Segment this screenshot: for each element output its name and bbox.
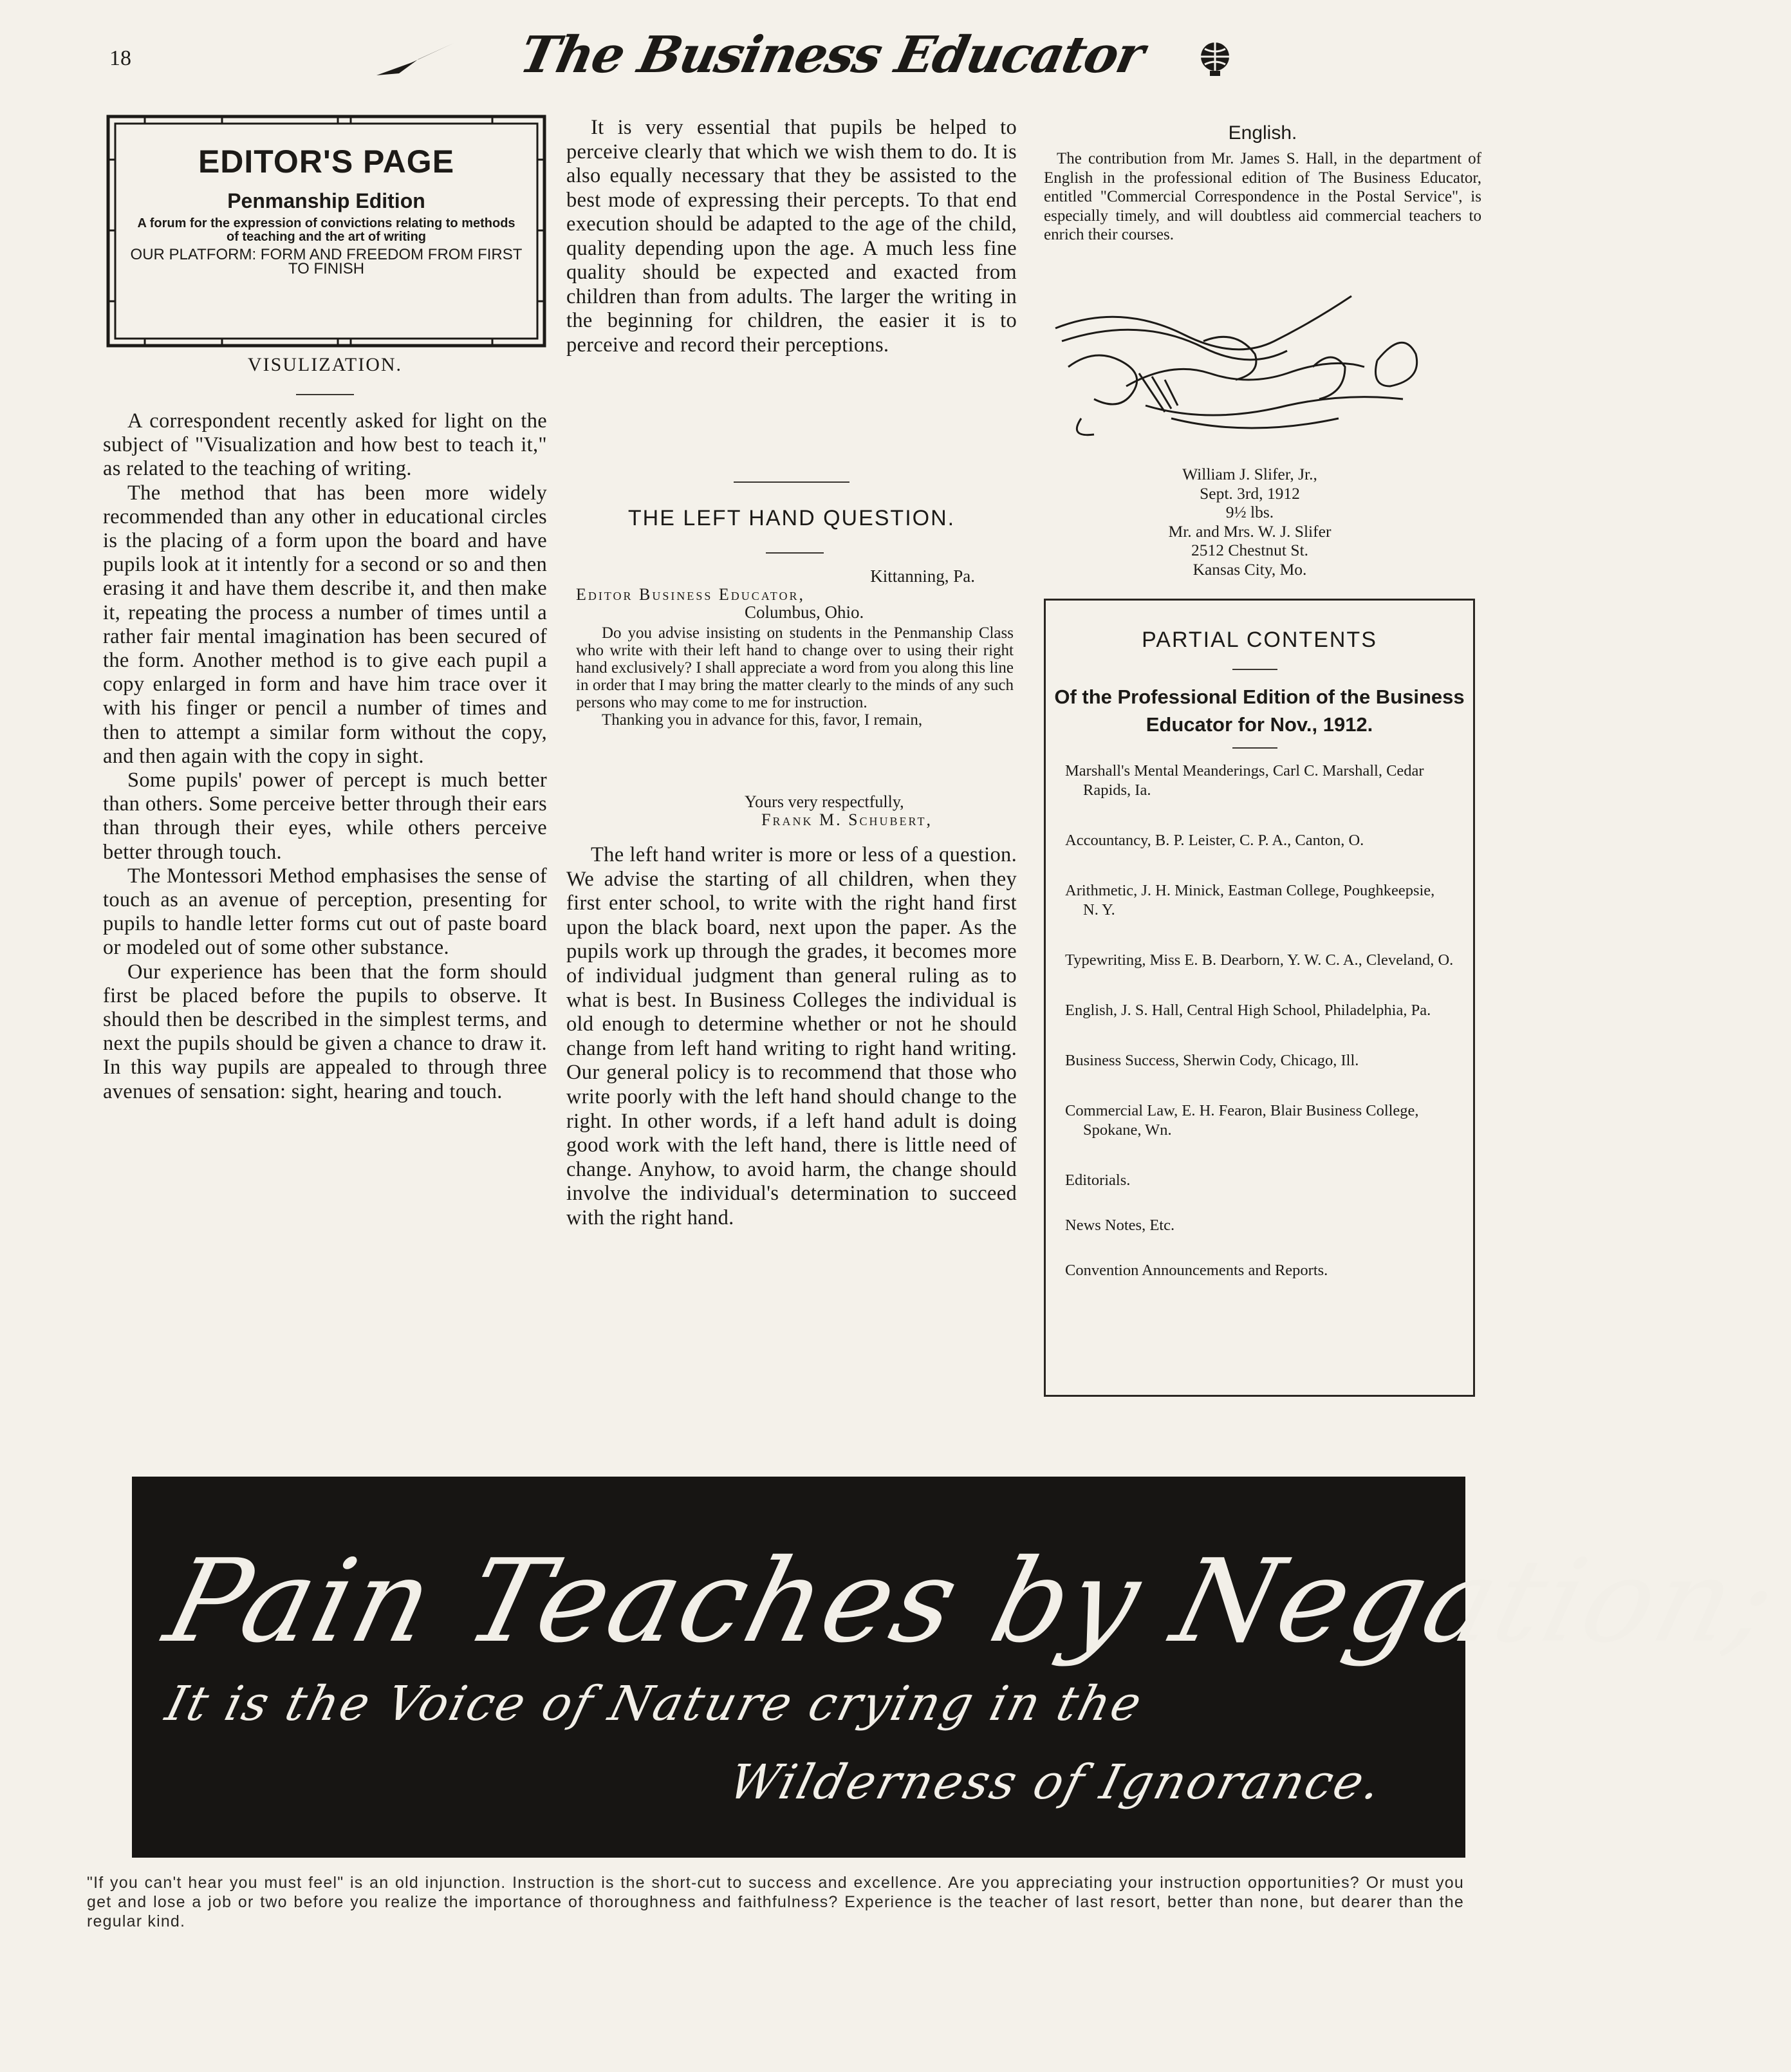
article-paragraph: Some pupils' power of percept is much better than others. Some perceive better through their ears than through their eyes, while others perceive better through touch. [103,769,547,864]
contents-item: Editorials. [1065,1171,1131,1189]
editor-page-forum: A forum for the expression of convictions relating to methods of teaching and the art of writing [137,216,515,244]
contents-item: News Notes, Etc. [1065,1217,1175,1234]
page-number: 18 [109,46,131,70]
left-hand-heading: THE LEFT HAND QUESTION. [627,506,956,530]
letter-city: Columbus, Ohio. [745,602,864,622]
editor-page-box [106,115,546,348]
letter-addressee: Editor Business Educator, [576,585,805,604]
letter-signature: Frank M. Schubert, [761,810,933,829]
heading-rule [1232,669,1277,670]
heading-rule [766,552,824,554]
left-hand-reply [566,843,1017,1231]
quill-pen-icon [373,40,457,79]
editor-page-subtitle: Penmanship Edition [227,189,425,212]
visualization-article [103,409,547,1104]
masthead-title: The Business Educator [515,26,1149,84]
heading-rule [1232,747,1277,749]
english-heading: English. [1228,122,1297,144]
penmanship-banner [132,1477,1791,1858]
letter-body [576,624,1014,729]
article-paragraph: The Montessori Method emphasises the sense of touch as an avenue of perception, presenting for pupils to handle letter forms cut out of paste board or modeled out of some other substance. [103,864,547,960]
birth-line: 9½ lbs. [1225,503,1274,521]
contents-item: English, J. S. Hall, Central High School, Philadelphia, Pa. [1065,1002,1431,1019]
article-paragraph: A correspondent recently asked for light on the subject of "Visualization and how best to teach it," as related to the teaching of writing. [103,409,547,481]
heading-rule [296,394,354,395]
contents-heading: PARTIAL CONTENTS [1142,628,1377,652]
article-paragraph: The method that has been more widely recommended than any other in educational circles is the placing of a form upon the board and have pupils look at it intently for a second or so and then erasing it and have them describe it, and then make it, repeating the process a number of times until a rather fair mental imagination has been secured of the form. Another method is to give each pupil a copy enlarged in form and have him trace over it with his finger or pencil a number of times and then to attempt a similar form without the copy, and then again with the copy in sight. [103,481,547,768]
birth-notice [1044,465,1456,579]
contents-list [1065,761,1454,1311]
banner-motto: Pain Teaches by Negation; [154,1535,1791,1668]
section-rule [734,481,849,483]
contents-item: Arithmetic, J. H. Minick, Eastman College, Poughkeepsie, N. Y. [1065,882,1435,919]
flourished-bird-icon [1043,290,1442,444]
contents-item: Marshall's Mental Meanderings, Carl C. Marshall, Cedar Rapids, Ia. [1065,762,1424,799]
article-paragraph: The left hand writer is more or less of a question. We advise the starting of all children, when they first enter school, to write with the right hand first upon the black board, next upon the paper. As the pupils work up through the grades, it becomes more of individual judgment than general ruling as to what is best. In Business Colleges the individual is old enough to determine whether or not he should change from left hand writing to right hand writing. Our general policy is to recommend that those who write poorly with the left hand should change to the right. In other words, if a left hand adult is doing good work with the left hand, there is little need of change. Anyhow, to avoid harm, the change should involve the individual's determination to succeed with the right hand. [566,843,1017,1229]
letter-paragraph: Do you advise insisting on students in the Penmanship Class who write with their left hand to change over to using their right hand exclusively? I shall appreciate a word from you along this line in order that I may bring the matter clearly to the minds of any such persons who may come to me for instruction. [576,624,1014,711]
birth-line: William J. Slifer, Jr., [1182,465,1317,483]
banner-subline: It is the Voice of Nature crying in the [160,1676,1149,1731]
banner-subline: Wilderness of Ignorance. [723,1755,1389,1810]
letter-closing: Yours very respectfully, [745,792,904,811]
article-paragraph: It is very essential that pupils be helped to perceive clearly that which we wish them to do. It is also equally necessary that they be assisted to the best mode of expressing their percepts. To that end execution should be adapted to the age of the child, quality depending upon the age. A much less fine quality should be expected and exacted from children than from adults. The larger the writing in the beginning for children, the easier it is to perceive and record their perceptions. [566,116,1017,357]
english-notice: The contribution from Mr. James S. Hall, in the department of English in the professional edition of The Business Educator, entitled "Commercial Correspondence in the Postal Service", is especially timely, and will doubtless aid commercial teachers to enrich their courses. [1044,150,1481,243]
contents-item: Accountancy, B. P. Leister, C. P. A., Canton, O. [1065,832,1364,849]
birth-line: Kansas City, Mo. [1192,559,1307,579]
contents-item: Typewriting, Miss E. B. Dearborn, Y. W. C. A., Cleveland, O. [1065,951,1454,969]
editor-page-platform: OUR PLATFORM: FORM AND FREEDOM FROM FIRST TO FINISH [130,246,523,277]
birth-line: Sept. 3rd, 1912 [1200,483,1300,503]
visualization-heading: VISULIZATION. [247,354,403,375]
editor-page-title: EDITOR'S PAGE [198,144,455,180]
partial-contents-box [1044,599,1475,1397]
letter-paragraph: Thanking you in advance for this, favor, I remain, [602,711,923,729]
globe-emblem-icon [1196,40,1234,79]
birth-line: 2512 Chestnut St. [1191,541,1309,559]
contents-subheading: Of the Professional Edition of the Business Educator for Nov., 1912. [1054,686,1465,736]
contents-item: Business Success, Sherwin Cody, Chicago, Ill. [1065,1052,1359,1069]
banner-caption: "If you can't hear you must feel" is an old injunction. Instruction is the short-cut to success and excellence. Are you appreciating your instruction opportunities? Or must you get and lose a job or two before you realize the importance of thoroughness and faithfulness? Experience is the teacher of last resort, better than none, but dearer than the regular kind. [87,1874,1464,1930]
visualization-continuation [566,116,1017,357]
letter-place: Kittanning, Pa. [870,566,975,586]
contents-item: Convention Announcements and Reports. [1065,1262,1328,1279]
article-paragraph: Our experience has been that the form should first be placed before the pupils to observe. It should then be described in the simplest terms, and next the pupils should be given a chance to draw it. In this way pupils are appealed to through three avenues of sensation: sight, hearing and touch. [103,960,547,1103]
contents-item: Commercial Law, E. H. Fearon, Blair Business College, Spokane, Wn. [1065,1102,1419,1139]
birth-line: Mr. and Mrs. W. J. Slifer [1168,521,1332,541]
